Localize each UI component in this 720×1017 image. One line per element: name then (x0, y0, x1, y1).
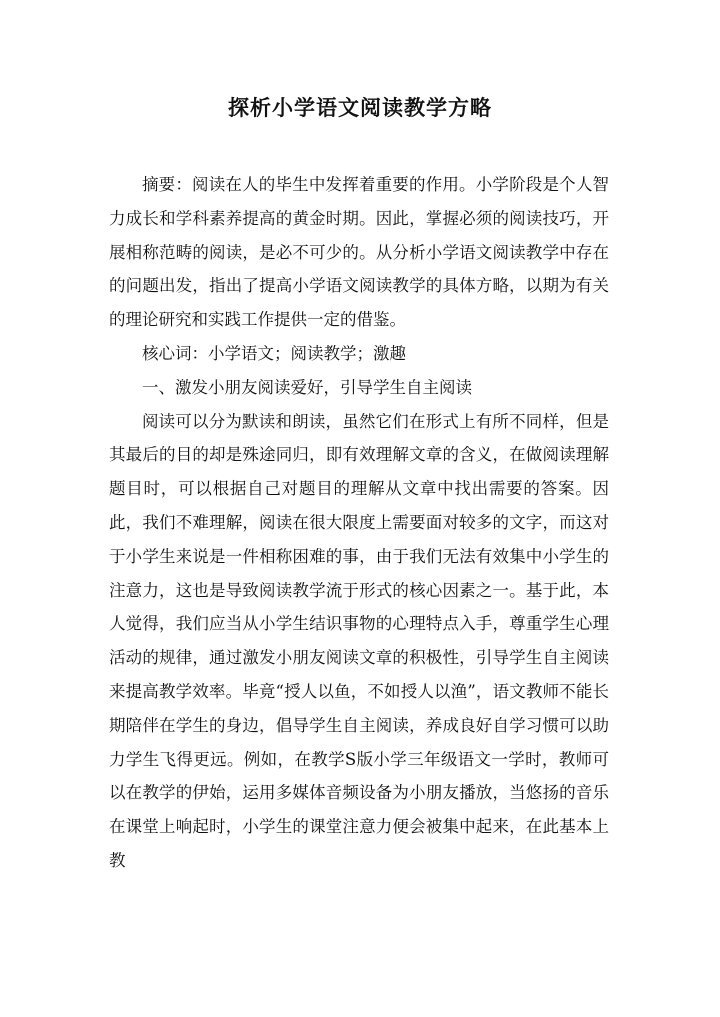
keywords-paragraph: 核心词：小学语文；阅读教学；激趣 (142, 343, 406, 363)
section-heading: 一、激发小朋友阅读爱好，引导学生自主阅读 (142, 377, 472, 397)
document-title: 探析小学语文阅读教学方略 (228, 95, 492, 120)
document-body (109, 168, 609, 878)
body-paragraph: 阅读可以分为默读和朗读，虽然它们在形式上有所不同样，但是其最后的目的却是殊途同归，即有效理解文章的含义，在做阅读理解题目时，可以根据自己对题目的理解从文章中找出需要的答案。因此，我们不难理解，阅读在很大限度上需要面对较多的文字，而这对于小学生来说是一件相称困难的事，由于我们无法有效集中小学生的注意力，这也是导致阅读教学流于形式的核心因素之一。基于此，本人觉得，我们应当从小学生结识事物的心理特点入手，尊重学生心理活动的规律，通过激发小朋友阅读文章的积极性，引导学生自主阅读来提高教学效率。毕竟“授人以鱼，不如授人以渔”，语文教师不能长期陪伴在学生的身边，倡导学生自主阅读，养成良好自学习惯可以助力学生飞得更远。例如，在教学S版小学三年级语文一学时，教师可以在教学的伊始，运用多媒体音频设备为小朋友播放，当悠扬的音乐在课堂上响起时，小学生的课堂注意力便会被集中起来，在此基本上教 (109, 411, 609, 870)
abstract-paragraph: 摘要：阅读在人的毕生中发挥着重要的作用。小学阶段是个人智力成长和学科素养提高的黄金时期。因此，掌握必须的阅读技巧，开展相称范畴的阅读，是必不可少的。从分析小学语文阅读教学中存在的问题出发，指出了提高小学语文阅读教学的具体方略，以期为有关的理论研究和实践工作提供一定的借鉴。 (109, 175, 609, 330)
